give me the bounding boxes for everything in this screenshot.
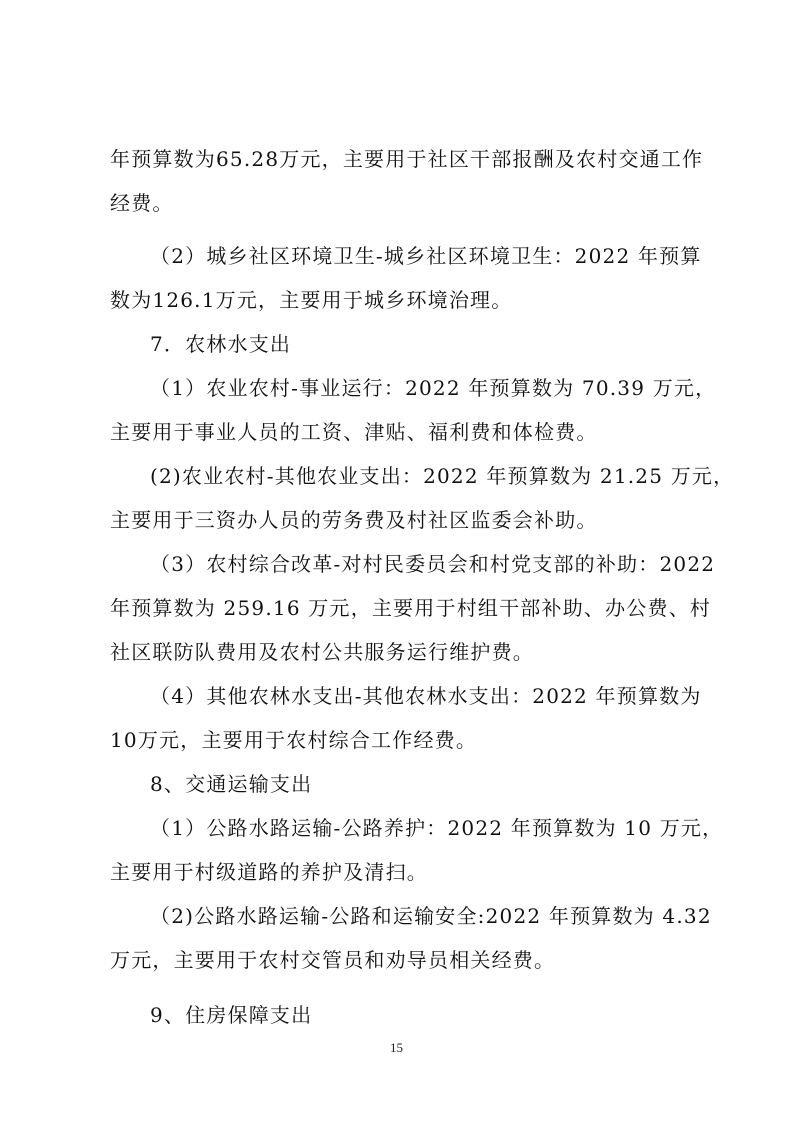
- paragraph-line: （3）农村综合改革-对村民委员会和村党支部的补助：2022: [150, 552, 716, 576]
- paragraph-line: (2)农业农村-其他农业支出：2022 年预算数为 21.25 万元，: [150, 464, 735, 488]
- paragraph-line: 数为126.1万元，主要用于城乡环境治理。: [110, 288, 513, 312]
- paragraph-line: 万元，主要用于农村交管员和劝导员相关经费。: [110, 948, 556, 972]
- paragraph-line: 年预算数为 259.16 万元，主要用于村组干部补助、办公费、村: [110, 596, 712, 620]
- paragraph-line: 主要用于三资办人员的劳务费及村社区监委会补助。: [110, 508, 598, 532]
- section-heading: 8、交通运输支出: [150, 772, 313, 796]
- paragraph-line: （1）农业农村-事业运行：2022 年预算数为 70.39 万元，: [150, 376, 717, 400]
- paragraph-line: 经费。: [110, 191, 174, 215]
- paragraph-line: 10万元，主要用于农村综合工作经费。: [110, 728, 478, 752]
- page-number: 15: [390, 1040, 403, 1055]
- section-heading: 9、住房保障支出: [150, 1003, 313, 1027]
- paragraph-line: （2）城乡社区环境卫生-城乡社区环境卫生：2022 年预算: [150, 244, 702, 268]
- paragraph-line: 主要用于事业人员的工资、津贴、福利费和体检费。: [110, 420, 598, 444]
- paragraph-line: 社区联防队费用及农村公共服务运行维护费。: [110, 640, 534, 664]
- paragraph-line: （4）其他农林水支出-其他农林水支出：2022 年预算数为: [150, 684, 702, 708]
- paragraph-line: 年预算数为65.28万元，主要用于社区干部报酬及农村交通工作: [110, 147, 704, 171]
- paragraph-line: （2)公路水路运输-公路和运输安全:2022 年预算数为 4.32: [150, 904, 712, 928]
- paragraph-line: 主要用于村级道路的养护及清扫。: [110, 860, 428, 884]
- paragraph-line: （1）公路水路运输-公路养护：2022 年预算数为 10 万元，: [150, 816, 724, 840]
- section-heading: 7．农林水支出: [150, 332, 292, 356]
